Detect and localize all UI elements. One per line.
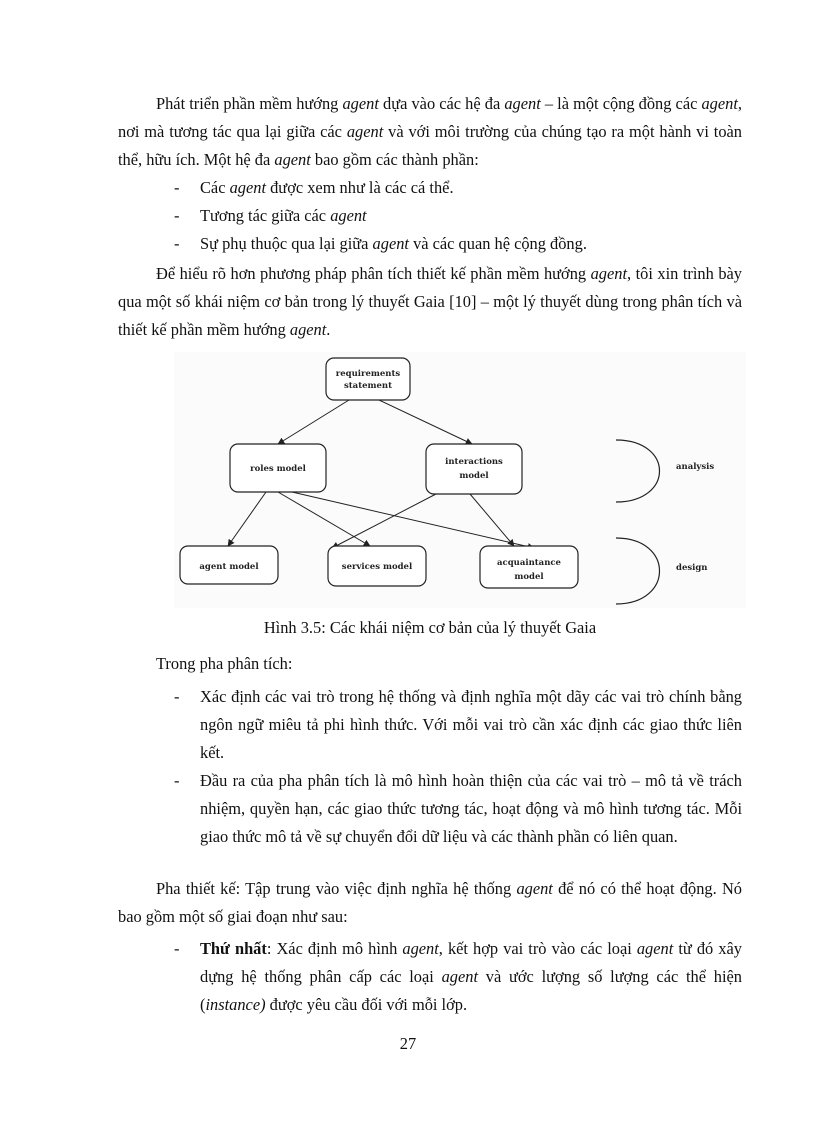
figure-caption: Hình 3.5: Các khái niệm cơ bản của lý thuyết Gaia — [263, 618, 597, 637]
list-item — [118, 230, 742, 258]
italic-term: agent — [342, 94, 379, 113]
design-bracket — [616, 538, 660, 604]
bold-term: Thứ nhất — [200, 939, 267, 958]
text-span: và với môi trường của chúng tạo ra một hành vi toàn thể, hữu ích. Một hệ đa — [118, 122, 742, 169]
text-span: – là một cộng đồng các — [540, 94, 702, 113]
paragraph-analysis-phase — [118, 650, 742, 678]
box-requirements — [326, 358, 410, 400]
arrow-req-interactions — [379, 400, 472, 444]
text-span: để nó có thể hoạt động. Nó bao gồm một số giai đoạn như sau: — [118, 879, 742, 926]
text-span: Tương tác giữa các — [200, 206, 331, 225]
label-acquaintance-model: model — [514, 572, 544, 582]
dash-marker: - — [174, 206, 180, 225]
italic-term: instance) — [205, 995, 266, 1014]
dash-marker: - — [174, 771, 180, 790]
label-interactions-model: model — [459, 471, 489, 481]
label-design: design — [676, 563, 708, 573]
italic-term: agent — [274, 150, 311, 169]
italic-term: agent — [701, 94, 738, 113]
text-span: Để hiểu rõ hơn phương pháp phân tích thiết kế phần mềm hướng — [156, 264, 591, 283]
list-item — [118, 174, 742, 202]
italic-term: agent — [346, 122, 384, 141]
arrow-roles-acquaintance — [292, 492, 534, 548]
box-interactions-model — [426, 444, 522, 494]
label-interactions: interactions — [445, 457, 503, 467]
label-agent-model: agent model — [199, 562, 259, 572]
list-item — [118, 935, 742, 1019]
list-item — [118, 683, 742, 767]
text-span: Các — [200, 178, 230, 197]
italic-term: agent — [636, 939, 674, 958]
arrow-interactions-services — [332, 494, 436, 548]
text-span: Xác định các vai trò trong hệ thống và định nghĩa một dãy các vai trò chính bằng ngôn ngữ miêu tả phi hình thức. Với mỗi vai trò cần xác định các giao thức liên kết. — [200, 687, 742, 762]
paragraph-design-phase — [118, 875, 742, 931]
text-span: từ đó xây dựng hệ thống phân cấp các loại — [200, 939, 742, 986]
text-span: . — [326, 320, 331, 339]
italic-term: agent — [516, 879, 553, 898]
text-span: và các quan hệ cộng đồng. — [408, 234, 587, 253]
text-span: bao gồm các thành phần: — [310, 150, 479, 169]
text-span: , kết hợp vai trò vào các loại — [438, 939, 637, 958]
arrow-req-roles — [278, 400, 349, 444]
dash-marker: - — [174, 234, 180, 253]
text-span: Pha thiết kế: Tập trung vào việc định nghĩa hệ thống — [156, 879, 517, 898]
text-span: Sự phụ thuộc qua lại giữa — [200, 234, 373, 253]
text-span: được yêu cầu đối với mỗi lớp. — [265, 995, 468, 1014]
text-span: Đầu ra của pha phân tích là mô hình hoàn thiện của các vai trò – mô tả về trách nhiệm, quyền hạn, các giao thức tương tác, hoạt động và mô hình tương tác. Mỗi giao thức mô tả về sự chuyển đổi dữ liệu và các thành phần có liên quan. — [200, 771, 742, 846]
text-span: , nơi mà tương tác qua lại giữa các — [118, 94, 743, 141]
arrow-roles-services — [278, 492, 370, 546]
text-span: : Xác định mô hình — [266, 939, 403, 958]
paragraph-gaia-intro — [118, 260, 742, 344]
list-item — [118, 202, 742, 230]
component-list — [118, 174, 742, 258]
label-statement: statement — [343, 381, 393, 391]
page-number: 27 — [399, 1034, 417, 1053]
label-acquaintance: acquaintance — [497, 558, 561, 568]
text-span: Phát triển phần mềm hướng — [156, 94, 343, 113]
text-span: , tôi xin trình bày qua một số khái niệm cơ bản trong lý thuyết Gaia [10] – một lý thuyết dùng trong phân tích và thiết kế phần mềm hướng — [118, 264, 742, 339]
italic-term: agent — [402, 939, 439, 958]
gaia-diagram-svg — [174, 352, 746, 608]
italic-term: agent — [441, 967, 479, 986]
italic-term: agent — [330, 206, 367, 225]
analysis-list — [118, 683, 742, 851]
text-span: và ước lượng số lượng các thể hiện ( — [200, 967, 743, 1014]
text-span: được xem như là các cá thể. — [266, 178, 454, 197]
label-requirements: requirements — [335, 369, 401, 379]
italic-term: agent — [590, 264, 628, 283]
label-analysis: analysis — [676, 462, 715, 472]
design-list — [118, 935, 742, 1019]
analysis-bracket — [616, 440, 660, 502]
paragraph-intro — [118, 90, 742, 174]
label-roles-model: roles model — [250, 464, 306, 474]
dash-marker: - — [174, 687, 180, 706]
italic-term: agent — [289, 320, 327, 339]
dash-marker: - — [174, 939, 180, 958]
text-span: dựa vào các hệ đa — [378, 94, 505, 113]
list-item — [118, 767, 742, 851]
italic-term: agent — [229, 178, 267, 197]
italic-term: agent — [504, 94, 541, 113]
text-span: Trong pha phân tích: — [156, 654, 293, 673]
dash-marker: - — [174, 178, 180, 197]
gaia-diagram — [174, 352, 746, 608]
label-services-model: services model — [341, 562, 413, 572]
arrow-roles-agent — [228, 492, 266, 546]
italic-term: agent — [372, 234, 409, 253]
